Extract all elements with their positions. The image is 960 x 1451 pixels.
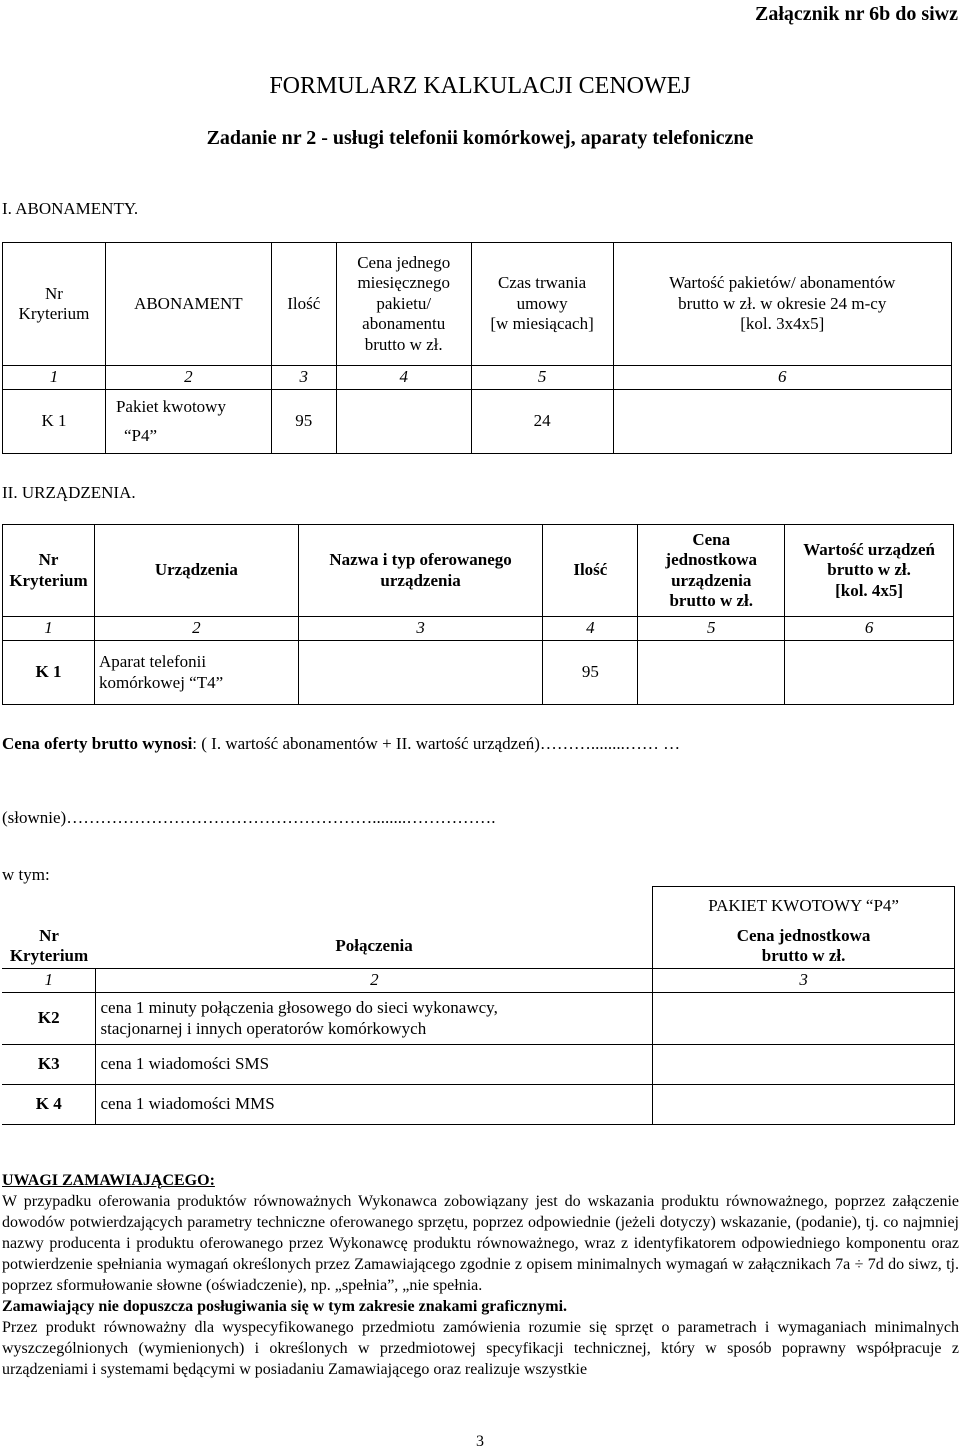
column-number: 2 (96, 969, 653, 993)
column-header-unit-price: Cena jednego miesięcznego pakietu/ abonamentu brutto w zł. (336, 243, 471, 366)
column-header-quantity: Ilość (543, 525, 638, 617)
column-number: 2 (94, 617, 298, 641)
row-device-name: Aparat telefonii komórkowej “T4” (94, 641, 298, 705)
subscriptions-table (2, 242, 952, 454)
column-number: 1 (3, 366, 106, 390)
row-unit-price-input[interactable] (653, 1045, 955, 1085)
column-number-row (3, 366, 952, 390)
column-number: 6 (785, 617, 954, 641)
devices-table (2, 524, 954, 705)
subscription-name-line2: “P4” (123, 425, 157, 445)
package-header: PAKIET KWOTOWY “P4” (653, 887, 955, 925)
row-subscription-name (105, 390, 271, 454)
document-title: FORMULARZ KALKULACJI CENOWEJ (269, 73, 691, 99)
column-number: 3 (653, 969, 955, 993)
section-1-heading: I. ABONAMENTY. (2, 199, 139, 218)
column-header-calls: Połączenia (96, 925, 653, 969)
row-unit-price-input[interactable] (653, 993, 955, 1045)
offer-price-line (2, 734, 680, 754)
row-nr: K2 (2, 993, 96, 1045)
notes-block (2, 1170, 959, 1380)
notes-heading: UWAGI ZAMAWIAJĄCEGO: (2, 1172, 215, 1189)
row-nr: K3 (2, 1045, 96, 1085)
column-header-devices: Urządzenia (94, 525, 298, 617)
notes-paragraph: W przypadku oferowania produktów równoważnych Wykonawca zobowiązany jest do wskazania produktu równoważnego, poprzez załączenie dowodów potwierdzających parametry techniczne oferowanego sprzętu, poprzez odpowiednie (jeżeli dotyczy) wskazanie, (podanie), tj. co najmniej nazwy producenta i produktu oferowanego przez Wykonawcę produktu równoważnego, wraz z identyfikatorem odpowiedniego komponentu oraz potwierdzenie spełniania wymagań określonych przez Zamawiającego zgodnie z opisem minimalnych wymagań w załącznikach 7a ÷ 7d do siwz, tj. poprzez sformułowanie słowne (oświadczenie), np. „spełnia”, „nie spełnia. (2, 1193, 959, 1294)
row-total-value-input[interactable] (785, 641, 954, 705)
column-number: 6 (613, 366, 951, 390)
column-number-row (2, 969, 955, 993)
column-header-total-value: Wartość urządzeń brutto w zł. [kol. 4x5] (785, 525, 954, 617)
row-total-value-input[interactable] (613, 390, 951, 454)
column-number: 5 (638, 617, 785, 641)
table-row (2, 1045, 955, 1085)
column-number: 4 (336, 366, 471, 390)
column-number: 3 (271, 366, 336, 390)
row-description: cena 1 minuty połączenia głosowego do sieci wykonawcy, stacjonarnej i innych operatorów komórkowych (96, 993, 653, 1045)
row-unit-price-input[interactable] (336, 390, 471, 454)
document-subtitle: Zadanie nr 2 - usługi telefonii komórkowej, aparaty telefoniczne (206, 127, 754, 149)
row-quantity: 95 (271, 390, 336, 454)
row-device-type-input[interactable] (298, 641, 543, 705)
package-header-row (2, 887, 955, 925)
table-row (2, 993, 955, 1045)
row-nr: K 4 (2, 1085, 96, 1125)
column-number: 1 (3, 617, 95, 641)
column-header-device-type: Nazwa i typ oferowanego urządzenia (298, 525, 543, 617)
attachment-label: Załącznik nr 6b do siwz (755, 3, 958, 25)
column-number: 4 (543, 617, 638, 641)
column-header-nr: Nr Kryterium (3, 525, 95, 617)
offer-price-formula: : ( I. wartość abonamentów + II. wartość urządzeń)………........…… … (192, 734, 681, 753)
column-number: 2 (105, 366, 271, 390)
column-header-unit-price: Cena jednostkowa urządzenia brutto w zł. (638, 525, 785, 617)
column-header-total-value: Wartość pakietów/ abonamentów brutto w zł. w okresie 24 m-cy [kol. 3x4x5] (613, 243, 951, 366)
price-in-words-line: (słownie)………………………………………………........……………. (2, 808, 496, 827)
calls-table (2, 886, 955, 1125)
row-nr: K 1 (3, 390, 106, 454)
table-header-row (3, 243, 952, 366)
table-row (3, 390, 952, 454)
row-duration: 24 (471, 390, 613, 454)
notes-emphasis: Zamawiający nie dopuszcza posługiwania się w tym zakresie znakami graficznymi. (2, 1298, 568, 1315)
table-header-row (2, 925, 955, 969)
column-header-nr: Nr Kryterium (3, 243, 106, 366)
including-label: w tym: (2, 865, 50, 884)
column-header-unit-price: Cena jednostkowa brutto w zł. (653, 925, 955, 969)
row-nr: K 1 (3, 641, 95, 705)
column-number-row (3, 617, 954, 641)
notes-paragraph: Przez produkt równoważny dla wyspecyfikowanego przedmiotu zamówienia rozumie się sprzęt o parametrach i wymaganiach minimalnych wyszczególnionych (wymienionych) i określonych w przedmiotowej specyfikacji technicznej, który w sposób poprawny współpracuje z urządzeniami i systemami będącymi w posiadaniu Zamawiającego oraz realizuje wszystkie (2, 1319, 959, 1378)
column-header-duration: Czas trwania umowy [w miesiącach] (471, 243, 613, 366)
row-description: cena 1 wiadomości SMS (96, 1045, 653, 1085)
table-row (3, 641, 954, 705)
row-unit-price-input[interactable] (653, 1085, 955, 1125)
column-header-quantity: Ilość (271, 243, 336, 366)
subscription-name-line1: Pakiet kwotowy (115, 397, 226, 417)
table-row (2, 1085, 955, 1125)
offer-price-label: Cena oferty brutto wynosi (2, 734, 193, 753)
row-unit-price-input[interactable] (638, 641, 785, 705)
column-number: 1 (2, 969, 96, 993)
section-2-heading: II. URZĄDZENIA. (2, 483, 136, 502)
column-number: 5 (471, 366, 613, 390)
table-header-row (3, 525, 954, 617)
column-header-nr: Nr Kryterium (2, 925, 96, 969)
row-description: cena 1 wiadomości MMS (96, 1085, 653, 1125)
column-header-subscription: ABONAMENT (105, 243, 271, 366)
column-number: 3 (298, 617, 543, 641)
row-quantity: 95 (543, 641, 638, 705)
page-number: 3 (476, 1433, 484, 1450)
